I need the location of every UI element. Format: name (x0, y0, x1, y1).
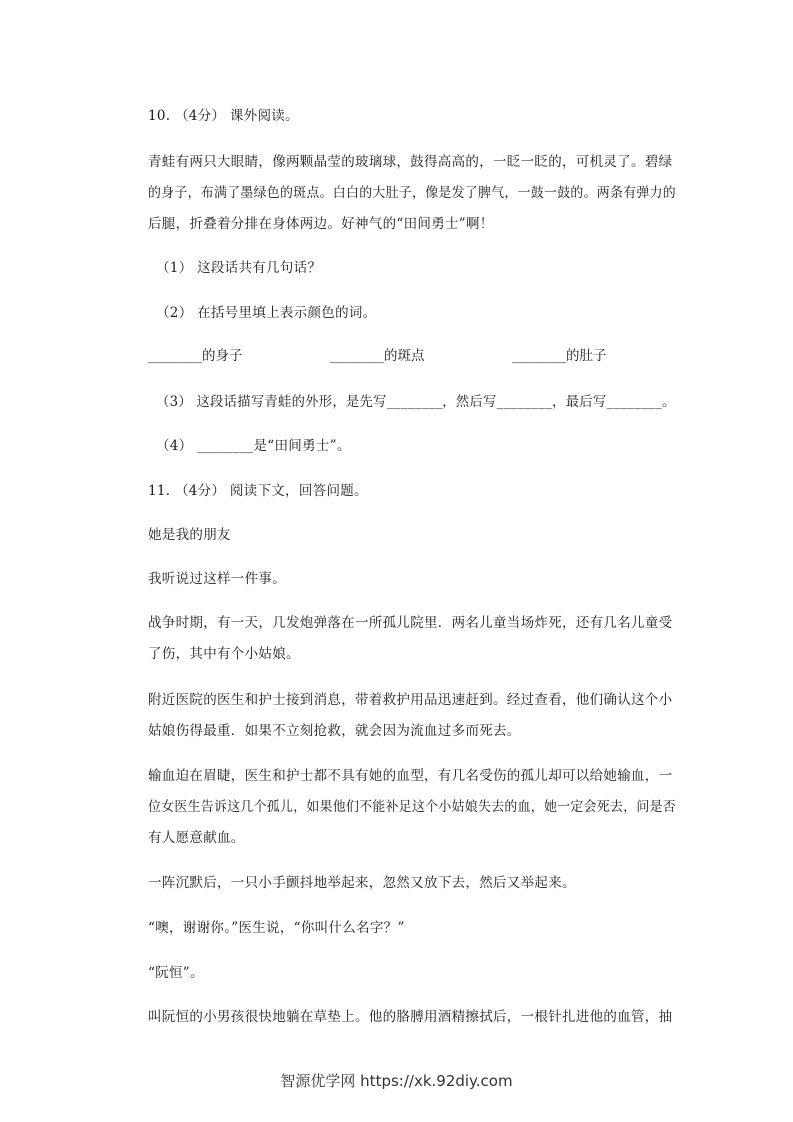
subquestion-2: （2） 在括号里填上表示颜色的词。 (156, 305, 377, 321)
passage-line: 的身子，布满了墨绿色的斑点。白白的大肚子，像是发了脾气，一鼓一鼓的。两条有弹力的 (148, 185, 676, 201)
story-line: 有人愿意献血。 (148, 830, 245, 846)
subquestion-1: （1） 这段话共有几句话？ (156, 260, 322, 276)
blank-belly: ________的肚子 (512, 348, 607, 364)
story-line: 附近医院的医生和护士接到消息，带着救护用品迅速赶到。经过查看，他们确认这个小 (148, 692, 673, 708)
passage-line: 后腿，折叠着分排在身体两边。好神气的“田间勇士”啊！ (148, 216, 494, 232)
footer-watermark: 智源优学网 https://xk.92diy.com (280, 1072, 513, 1090)
story-line: 位女医生告诉这几个孤儿，如果他们不能补足这个小姑娘失去的血，她一定会死去，问是否 (148, 799, 676, 815)
story-line: 输血迫在眉睫，医生和护士都不具有她的血型，有几名受伤的孤儿却可以给她输血，一 (148, 768, 673, 784)
story-line: 姑娘伤得最重．如果不立刻抢救，就会因为流血过多而死去。 (148, 723, 521, 739)
story-paragraph: “阮恒”。 (148, 965, 204, 981)
story-paragraph: 我听说过这样一件事。 (148, 571, 286, 587)
subquestion-3: （3） 这段话描写青蛙的外形，是先写________，然后写________，最后写________。 (156, 394, 676, 410)
blank-body: ________的身子 (148, 348, 243, 364)
story-title: 她是我的朋友 (148, 527, 231, 543)
story-paragraph: “噢，谢谢你。”医生说，“你叫什么名字？” (148, 920, 405, 936)
blank-spots: ________的斑点 (330, 348, 425, 364)
story-paragraph: 叫阮恒的小男孩很快地躺在草垫上。他的胳膊用酒精擦拭后，一根针扎进他的血管，抽 (148, 1009, 673, 1025)
story-paragraph: 一阵沉默后，一只小手颤抖地举起来，忽然又放下去，然后又举起来。 (148, 875, 576, 891)
story-line: 了伤，其中有个小姑娘。 (148, 646, 300, 662)
story-line: 战争时期，有一天，几发炮弹落在一所孤儿院里．两名儿童当场炸死，还有几名儿童受 (148, 615, 673, 631)
question-10-header: 10. （4分） 课外阅读。 (148, 108, 299, 124)
passage-line: 青蛙有两只大眼睛，像两颗晶莹的玻璃球，鼓得高高的，一眨一眨的，可机灵了。碧绿 (148, 154, 673, 170)
question-11-header: 11. （4分） 阅读下文，回答问题。 (148, 483, 368, 499)
subquestion-4: （4） ________是“田间勇士”。 (156, 438, 351, 454)
